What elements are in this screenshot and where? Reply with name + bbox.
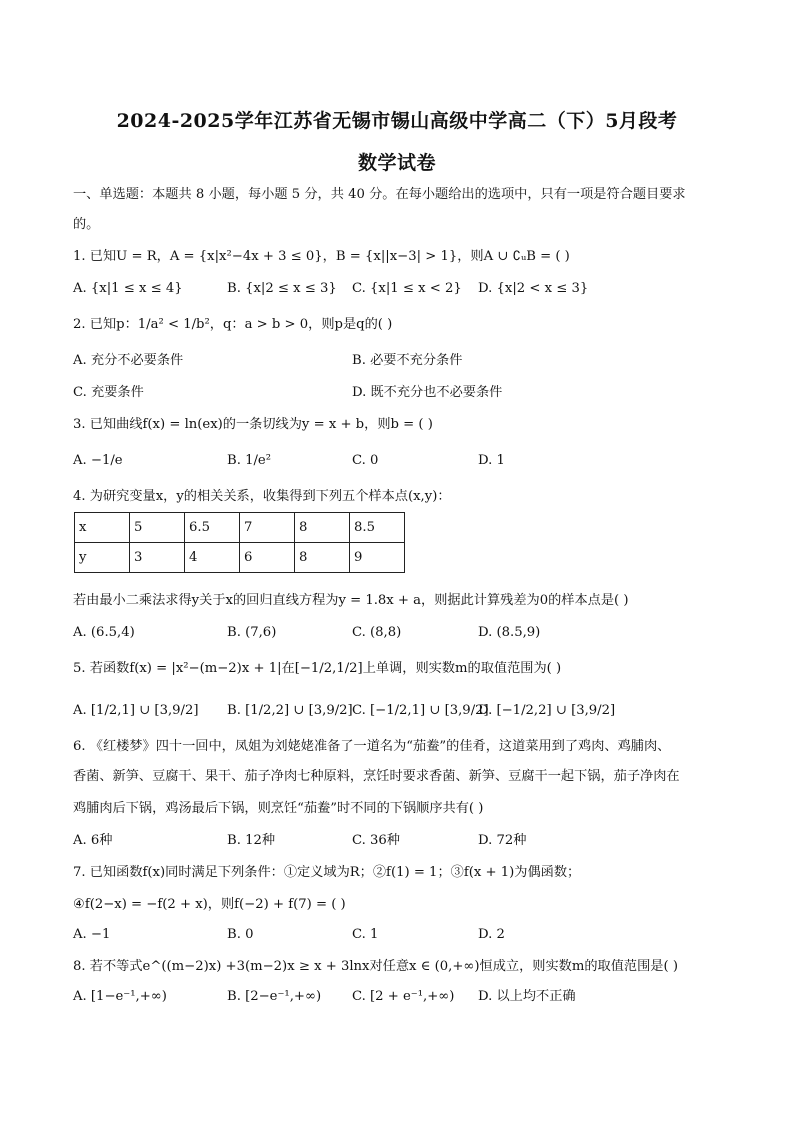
q3-option-a: A. −1/e xyxy=(73,453,123,468)
q2-option-c: C. 充要条件 xyxy=(73,385,144,400)
table-cell: 3 xyxy=(130,543,185,573)
q8-option-c: C. [2 + e⁻¹,+∞) xyxy=(352,989,455,1004)
q2-option-b: B. 必要不充分条件 xyxy=(352,353,463,368)
table-cell: 8 xyxy=(295,513,350,543)
q1-option-c: C. {x|1 ≤ x < 2} xyxy=(352,281,462,296)
q1-option-b: B. {x|2 ≤ x ≤ 3} xyxy=(227,281,337,296)
question-4-stem-cont: 若由最小二乘法求得y关于x的回归直线方程为y = 1.8x + a，则据此计算残差为0的样本点是( ) xyxy=(73,593,629,608)
q6-option-b: B. 12种 xyxy=(227,833,276,848)
question-3-stem: 3. 已知曲线f(x) = ln(ex)的一条切线为y = x + b，则b = ( ) xyxy=(73,417,433,432)
q6-option-a: A. 6种 xyxy=(73,833,113,848)
section-instructions-cont: 的。 xyxy=(73,217,100,232)
question-6-stem-cont: 香菌、新笋、豆腐干、果干、茄子净肉七种原料，烹饪时要求香菌、新笋、豆腐干一起下锅，茄子净肉在 xyxy=(73,769,680,784)
q7-option-c: C. 1 xyxy=(352,927,379,942)
table-cell: 6.5 xyxy=(185,513,240,543)
table-cell: x xyxy=(75,513,130,543)
table-cell: 9 xyxy=(350,543,405,573)
q5-option-a: A. [1/2,1] ∪ [3,9/2] xyxy=(73,703,199,718)
question-6-stem-cont2: 鸡脯肉后下锅，鸡汤最后下锅，则烹饪“茄鲞”时不同的下锅顺序共有( ) xyxy=(73,801,484,816)
table-cell: 6 xyxy=(240,543,295,573)
table-cell: 8 xyxy=(295,543,350,573)
q2-option-d: D. 既不充分也不必要条件 xyxy=(352,385,503,400)
q1-option-a: A. {x|1 ≤ x ≤ 4} xyxy=(73,281,183,296)
q7-option-d: D. 2 xyxy=(478,927,505,942)
q6-option-d: D. 72种 xyxy=(478,833,527,848)
q7-option-a: A. −1 xyxy=(73,927,111,942)
table-row xyxy=(75,513,405,543)
q2-option-a: A. 充分不必要条件 xyxy=(73,353,184,368)
q8-option-a: A. [1−e⁻¹,+∞) xyxy=(73,989,167,1004)
q7-option-b: B. 0 xyxy=(227,927,254,942)
table-cell: y xyxy=(75,543,130,573)
table-cell: 7 xyxy=(240,513,295,543)
sample-points-table xyxy=(74,512,405,573)
q4-option-c: C. (8,8) xyxy=(352,625,402,640)
q5-option-c: C. [−1/2,1] ∪ [3,9/2] xyxy=(352,703,489,718)
question-4-stem: 4. 为研究变量x，y的相关关系，收集得到下列五个样本点(x,y)： xyxy=(73,489,451,504)
section-instructions: 一、单选题：本题共 8 小题，每小题 5 分，共 40 分。在每小题给出的选项中，只有一项是符合题目要求 xyxy=(73,187,686,202)
q6-option-c: C. 36种 xyxy=(352,833,400,848)
q4-option-b: B. (7,6) xyxy=(227,625,277,640)
table-cell: 4 xyxy=(185,543,240,573)
question-5-stem: 5. 若函数f(x) = |x²−(m−2)x + 1|在[−1/2,1/2]上单调，则实数m的取值范围为( ) xyxy=(73,661,562,676)
exam-subtitle: 数学试卷 xyxy=(357,152,436,174)
q3-option-c: C. 0 xyxy=(352,453,379,468)
question-2-stem: 2. 已知p：1/a² < 1/b²，q：a > b > 0，则p是q的( ) xyxy=(73,317,393,332)
question-8-stem: 8. 若不等式e^((m−2)x) +3(m−2)x ≥ x + 3lnx对任意x ∈ (0,+∞)恒成立，则实数m的取值范围是( ) xyxy=(73,959,678,974)
exam-title: 2024-2025学年江苏省无锡市锡山高级中学高二（下）5月段考 xyxy=(116,110,678,132)
q4-option-d: D. (8.5,9) xyxy=(478,625,541,640)
q5-option-d: D. [−1/2,2] ∪ [3,9/2] xyxy=(478,703,616,718)
table-row xyxy=(75,543,405,573)
q8-option-d: D. 以上均不正确 xyxy=(478,989,576,1004)
question-7-stem-cont: ④f(2−x) = −f(2 + x)，则f(−2) + f(7) = ( ) xyxy=(73,897,346,912)
table-cell: 5 xyxy=(130,513,185,543)
q4-option-a: A. (6.5,4) xyxy=(73,625,135,640)
question-6-stem: 6. 《红楼梦》四十一回中，凤姐为刘姥姥准备了一道名为“茄鲞”的佳肴，这道菜用到了鸡肉、鸡脯肉、 xyxy=(73,739,671,754)
question-1-stem: 1. 已知U = R，A = {x|x²−4x + 3 ≤ 0}，B = {x||x−3| > 1}，则A ∪ ∁ᵤB = ( ) xyxy=(73,249,570,264)
q3-option-b: B. 1/e² xyxy=(227,453,271,468)
q3-option-d: D. 1 xyxy=(478,453,505,468)
table-cell: 8.5 xyxy=(350,513,405,543)
q8-option-b: B. [2−e⁻¹,+∞) xyxy=(227,989,322,1004)
question-7-stem: 7. 已知函数f(x)同时满足下列条件：①定义域为R；②f(1) = 1；③f(x + 1)为偶函数； xyxy=(73,865,581,880)
q5-option-b: B. [1/2,2] ∪ [3,9/2] xyxy=(227,703,353,718)
q1-option-d: D. {x|2 < x ≤ 3} xyxy=(478,281,589,296)
